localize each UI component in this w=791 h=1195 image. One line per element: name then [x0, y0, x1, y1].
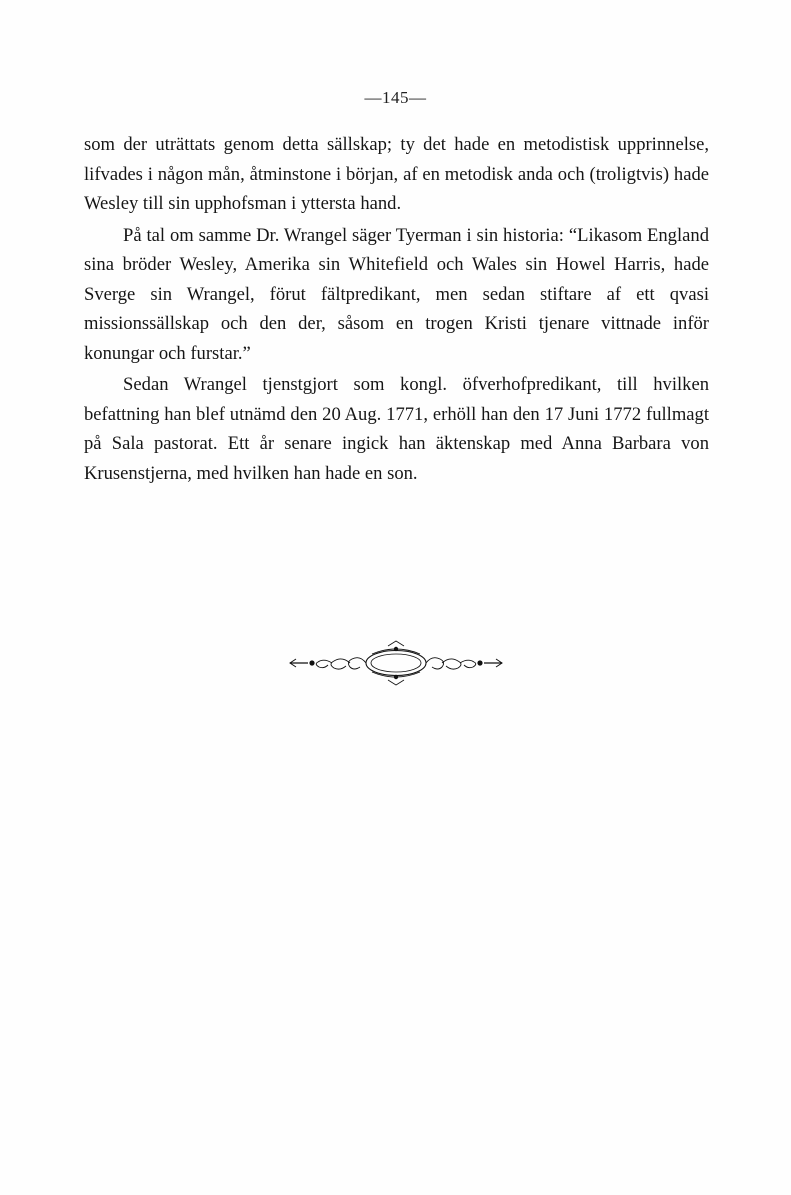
page-number: —145—: [364, 88, 427, 107]
body-text: [84, 130, 709, 488]
paragraph: På tal om samme Dr. Wrangel säger Tyerman i sin historia: “Likasom England sina bröder Wesley, Amerika sin Whitefield och Wales sin Howel Harris, hade Sverge sin Wrangel, förut fältpredikant, men sedan stiftare af ett qvasi missionssällskap och den der, såsom en trogen Kristi tjenare vittnade inför konungar och furstar.”: [84, 224, 709, 364]
paragraph: som der uträttats genom detta sällskap; ty det hade en metodistisk upprinnelse, lifvades i någon mån, åtminstone i början, af en metodisk anda och (troligtvis) hade Wesley till sin upphofsman i yttersta hand.: [84, 134, 709, 214]
section-divider-ornament: [0, 640, 791, 686]
paragraph: Sedan Wrangel tjenstgjort som kongl. öfverhofpredikant, till hvilken befattning han blef utnämd den 20 Aug. 1771, erhöll han den 17 Juni 1772 fullmagt på Sala pastorat. Ett år senare ingick han äktenskap med Anna Barbara von Krusenstjerna, med hvilken han hade en son.: [84, 374, 709, 484]
